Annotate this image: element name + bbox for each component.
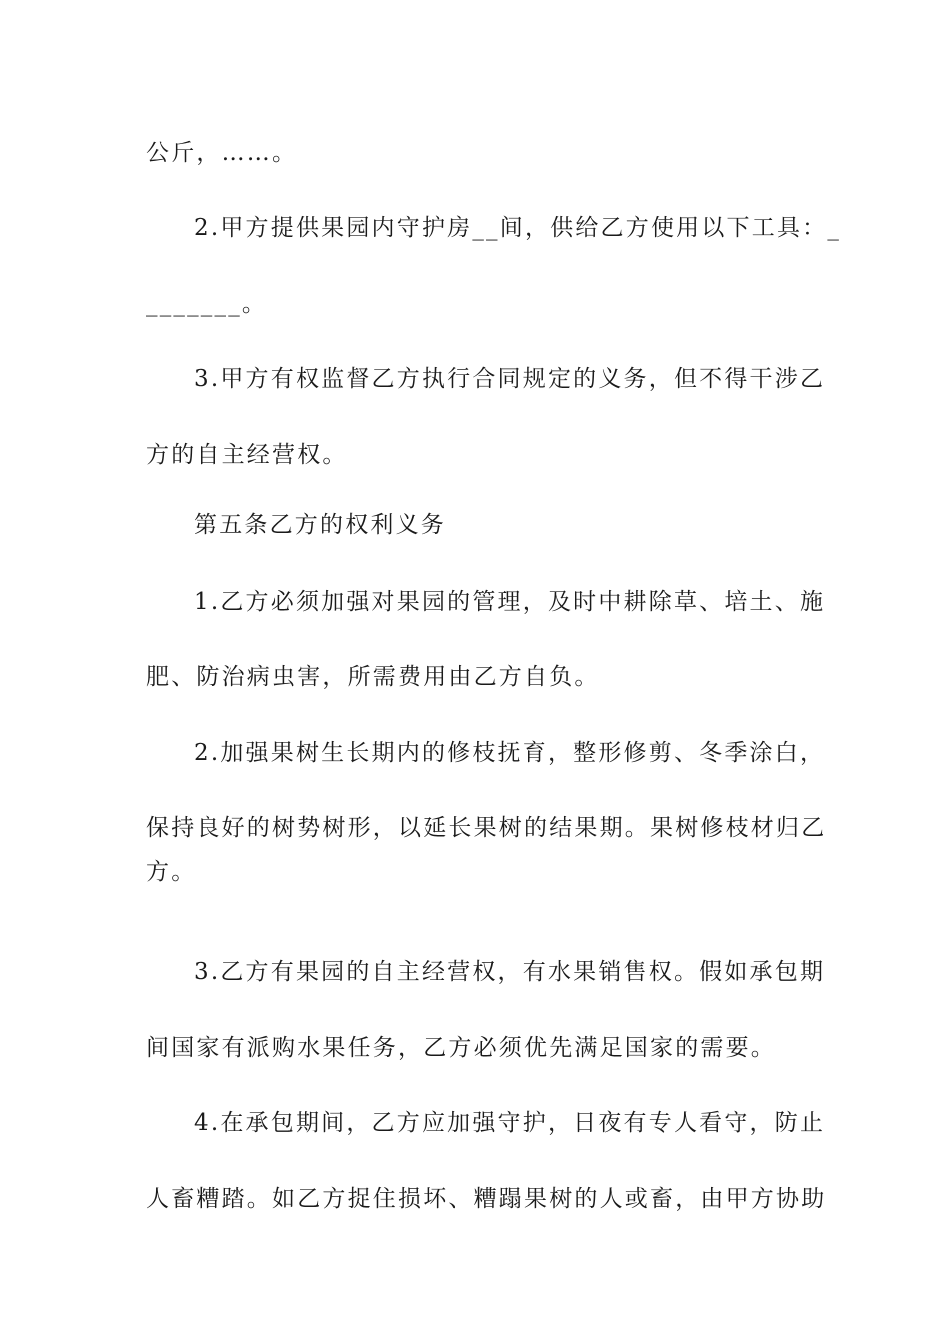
clause-2-line-1: 2.甲方提供果园内守护房__间，供给乙方使用以下工具：_ [194,215,842,241]
item-4-line-2: 人畜糟踏。如乙方捉住损坏、糟蹋果树的人或畜，由甲方协助 [146,1186,827,1212]
item-3-line-2: 间国家有派购水果任务，乙方必须优先满足国家的需要。 [146,1035,776,1061]
clause-3-line-2: 方的自主经营权。 [146,442,348,468]
text-line: 公斤，……。 [146,140,298,166]
item-4-line-1: 4.在承包期间，乙方应加强守护，日夜有专人看守，防止 [194,1110,826,1136]
clause-2-line-2: _______。 [146,291,268,317]
item-2-line-3: 方。 [146,859,197,885]
item-1-line-1: 1.乙方必须加强对果园的管理，及时中耕除草、培土、施 [194,589,826,615]
clause-3-line-1: 3.甲方有权监督乙方执行合同规定的义务，但不得干涉乙 [194,366,826,392]
item-3-line-1: 3.乙方有果园的自主经营权，有水果销售权。假如承包期 [194,959,826,985]
section-heading: 第五条乙方的权利义务 [194,512,446,538]
item-1-line-2: 肥、防治病虫害，所需费用由乙方自负。 [146,664,600,690]
item-2-line-2: 保持良好的树势树形，以延长果树的结果期。果树修枝材归乙 [146,815,827,841]
item-2-line-1: 2.加强果树生长期内的修枝抚育，整形修剪、冬季涂白， [194,740,826,766]
